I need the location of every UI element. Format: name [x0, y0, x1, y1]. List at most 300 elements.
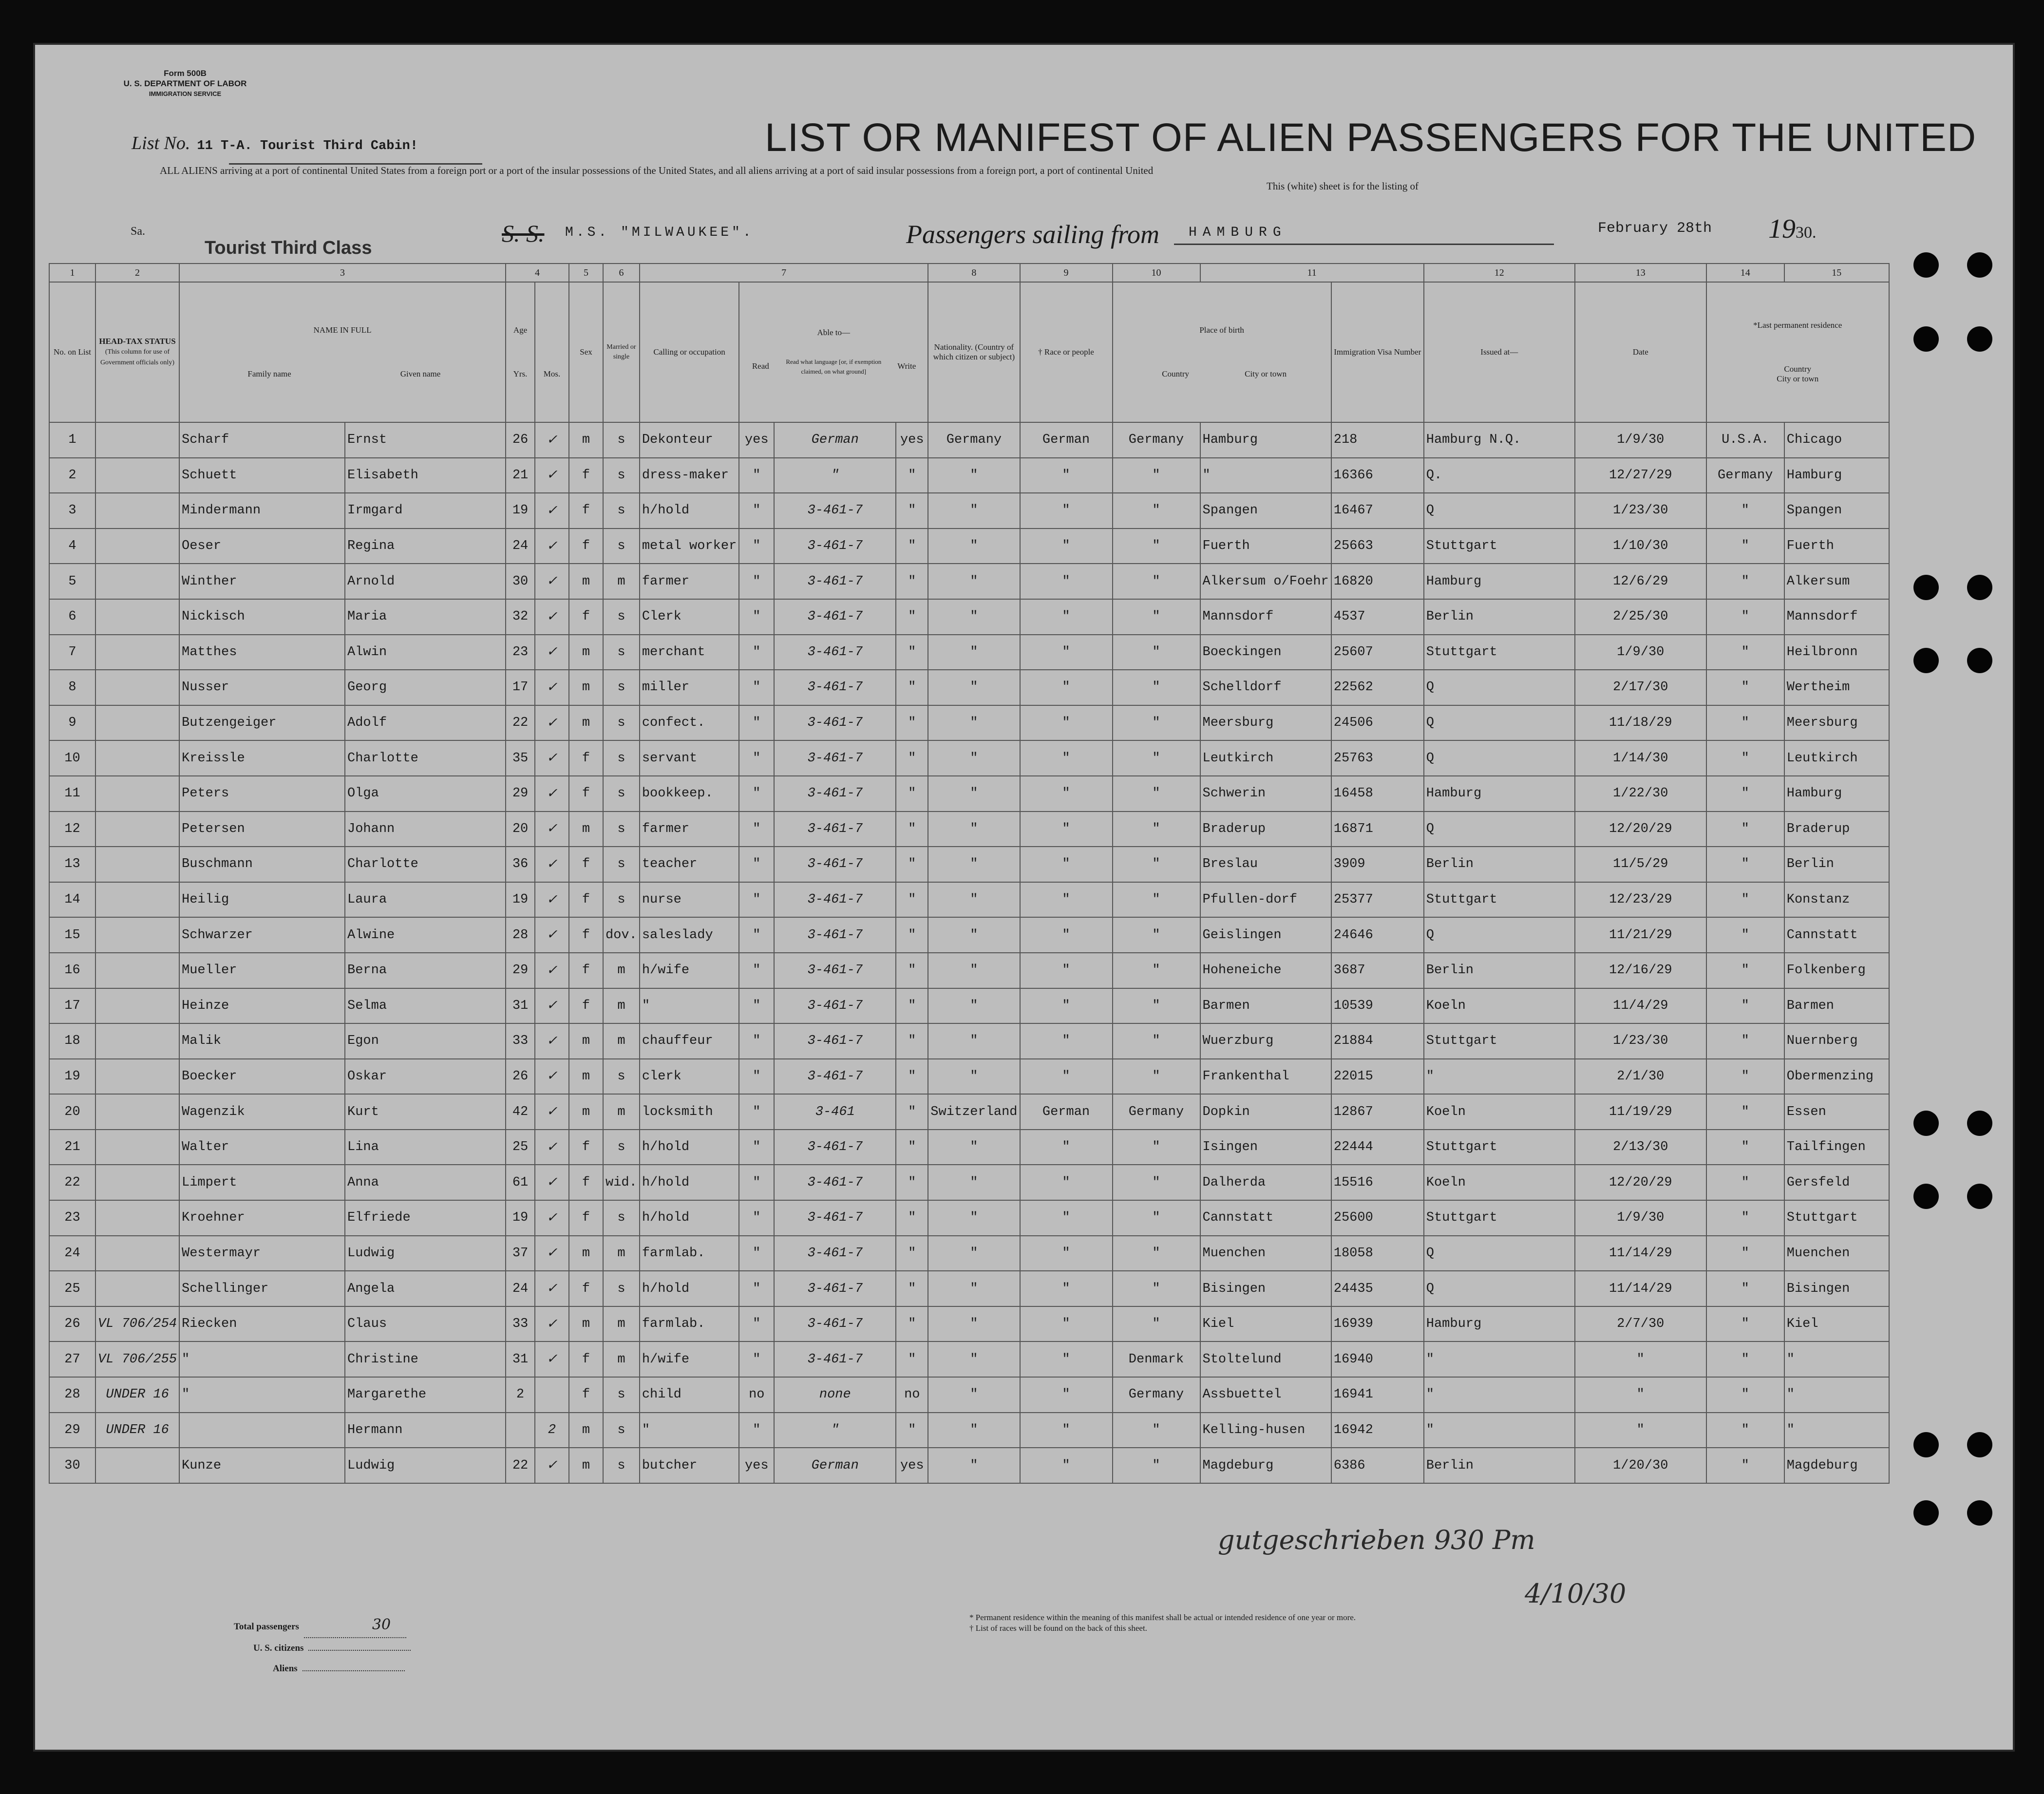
punch-hole — [1913, 252, 1939, 278]
nationality: " — [928, 670, 1020, 705]
nationality: " — [928, 1448, 1020, 1483]
race: " — [1020, 740, 1113, 776]
residence-city: Braderup — [1784, 812, 1889, 847]
residence-country: " — [1706, 1200, 1784, 1236]
family-name: Butzengeiger — [179, 705, 345, 741]
visa-number: 25377 — [1331, 882, 1424, 918]
visa-number: 218 — [1331, 422, 1424, 458]
age-years: 26 — [506, 422, 535, 458]
punch-hole — [1913, 1432, 1939, 1457]
header-head-tax-title: HEAD-TAX STATUS — [99, 337, 176, 346]
residence-city: Bisingen — [1784, 1271, 1889, 1306]
age-months: ✓ — [535, 953, 569, 988]
can-read: " — [739, 812, 774, 847]
can-write: " — [896, 1023, 928, 1059]
birth-country: " — [1113, 1059, 1200, 1095]
nationality: " — [928, 1377, 1020, 1413]
table-row — [49, 1236, 1889, 1271]
can-write: " — [896, 1059, 928, 1095]
given-name: Angela — [345, 1271, 506, 1306]
header-date: Date — [1575, 282, 1706, 422]
visa-number: 15516 — [1331, 1165, 1424, 1200]
occupation: child — [640, 1377, 739, 1413]
age-years: 22 — [506, 1448, 535, 1483]
birth-city: Kelling-husen — [1200, 1413, 1331, 1448]
head-tax-status — [95, 1023, 179, 1059]
age-months: ✓ — [535, 422, 569, 458]
nationality: " — [928, 917, 1020, 953]
read-language: 3-461-7 — [774, 635, 896, 670]
occupation: merchant — [640, 635, 739, 670]
race: " — [1020, 635, 1113, 670]
visa-number: 25607 — [1331, 635, 1424, 670]
age-years: 31 — [506, 988, 535, 1024]
birth-country: " — [1113, 917, 1200, 953]
family-name: Walter — [179, 1130, 345, 1165]
occupation: " — [640, 1413, 739, 1448]
visa-number: 21884 — [1331, 1023, 1424, 1059]
marital-status: m — [603, 988, 640, 1024]
residence-city: " — [1784, 1341, 1889, 1377]
can-read: " — [739, 599, 774, 635]
subtitle: ALL ALIENS arriving at a port of continental United States from a foreign port or a port of the insular possessions of the United States, and all aliens arriving at a port of said insular possessions from a foreign port, a port of continental United — [160, 165, 1154, 176]
header-given-name: Given name — [400, 369, 441, 378]
residence-country: " — [1706, 599, 1784, 635]
family-name: " — [179, 1341, 345, 1377]
col-num: 1 — [49, 264, 95, 282]
occupation: servant — [640, 740, 739, 776]
handwritten-date: 4/10/30 — [1525, 1578, 1627, 1609]
can-read: " — [739, 1271, 774, 1306]
row-number: 5 — [49, 564, 95, 599]
col-num: 14 — [1706, 264, 1784, 282]
birth-city: Bisingen — [1200, 1271, 1331, 1306]
head-tax-status — [95, 988, 179, 1024]
can-write: " — [896, 705, 928, 741]
race: " — [1020, 1377, 1113, 1413]
occupation: teacher — [640, 847, 739, 882]
family-name: Mindermann — [179, 493, 345, 529]
col-num: 13 — [1575, 264, 1706, 282]
row-number: 11 — [49, 776, 95, 812]
birth-country: Denmark — [1113, 1341, 1200, 1377]
can-read: " — [739, 1306, 774, 1342]
can-read: " — [739, 458, 774, 493]
col-num: 12 — [1424, 264, 1575, 282]
sex: f — [569, 1341, 603, 1377]
visa-number: 22562 — [1331, 670, 1424, 705]
visa-number: 22015 — [1331, 1059, 1424, 1095]
nationality: " — [928, 635, 1020, 670]
total-passengers — [234, 1615, 411, 1638]
visa-date: " — [1575, 1377, 1706, 1413]
read-language: German — [774, 1448, 896, 1483]
issued-at: " — [1424, 1377, 1575, 1413]
can-read: " — [739, 776, 774, 812]
visa-number: 16941 — [1331, 1377, 1424, 1413]
table-row — [49, 705, 1889, 741]
age-months: ✓ — [535, 1306, 569, 1342]
sex: f — [569, 988, 603, 1024]
can-write: " — [896, 529, 928, 564]
occupation: Clerk — [640, 599, 739, 635]
given-name: Kurt — [345, 1094, 506, 1130]
issued-at: Koeln — [1424, 1094, 1575, 1130]
marital-status: m — [603, 953, 640, 988]
header-name-title: NAME IN FULL — [313, 325, 372, 335]
residence-city: Alkersum — [1784, 564, 1889, 599]
row-number: 16 — [49, 953, 95, 988]
age-months: ✓ — [535, 1165, 569, 1200]
visa-date: 12/6/29 — [1575, 564, 1706, 599]
birth-city: Mannsdorf — [1200, 599, 1331, 635]
table-row — [49, 812, 1889, 847]
visa-date: 11/14/29 — [1575, 1271, 1706, 1306]
header-rule — [1174, 244, 1554, 245]
age-years: 30 — [506, 564, 535, 599]
race: " — [1020, 882, 1113, 918]
read-language: 3-461-7 — [774, 599, 896, 635]
race: " — [1020, 1059, 1113, 1095]
can-read: " — [739, 529, 774, 564]
table-row — [49, 847, 1889, 882]
read-language: 3-461-7 — [774, 882, 896, 918]
residence-city: Hamburg — [1784, 458, 1889, 493]
occupation: dress-maker — [640, 458, 739, 493]
visa-number: 16939 — [1331, 1306, 1424, 1342]
age-months: ✓ — [535, 812, 569, 847]
punch-hole — [1913, 326, 1939, 352]
birth-country: " — [1113, 635, 1200, 670]
nationality: " — [928, 1413, 1020, 1448]
nationality: " — [928, 812, 1020, 847]
race: " — [1020, 1341, 1113, 1377]
visa-date: 12/20/29 — [1575, 812, 1706, 847]
read-language: 3-461-7 — [774, 1236, 896, 1271]
given-name: Selma — [345, 988, 506, 1024]
table-row — [49, 740, 1889, 776]
visa-date: " — [1575, 1341, 1706, 1377]
issued-at: Stuttgart — [1424, 1023, 1575, 1059]
given-name: Georg — [345, 670, 506, 705]
visa-number: 16467 — [1331, 493, 1424, 529]
age-years: 25 — [506, 1130, 535, 1165]
nationality: " — [928, 564, 1020, 599]
visa-date: 11/5/29 — [1575, 847, 1706, 882]
given-name: Ludwig — [345, 1236, 506, 1271]
table-row — [49, 917, 1889, 953]
can-write: " — [896, 847, 928, 882]
birth-city: Wuerzburg — [1200, 1023, 1331, 1059]
age-years: 24 — [506, 529, 535, 564]
header-race: † Race or people — [1020, 282, 1113, 422]
family-name: Heinze — [179, 988, 345, 1024]
residence-city: Gersfeld — [1784, 1165, 1889, 1200]
aliens — [234, 1659, 411, 1679]
given-name: Adolf — [345, 705, 506, 741]
age-years: 31 — [506, 1341, 535, 1377]
visa-date: 1/22/30 — [1575, 776, 1706, 812]
can-read: " — [739, 847, 774, 882]
can-read: " — [739, 1059, 774, 1095]
nationality: " — [928, 1130, 1020, 1165]
visa-date: 12/16/29 — [1575, 953, 1706, 988]
table-row — [49, 1023, 1889, 1059]
marital-status: s — [603, 882, 640, 918]
header-head-tax — [95, 282, 179, 422]
given-name: Elfriede — [345, 1200, 506, 1236]
head-tax-status — [95, 564, 179, 599]
departure-port: HAMBURG — [1189, 225, 1287, 240]
residence-country: " — [1706, 740, 1784, 776]
head-tax-status — [95, 493, 179, 529]
sailing-date: February 28th — [1598, 220, 1712, 237]
can-write: " — [896, 1306, 928, 1342]
can-write: " — [896, 740, 928, 776]
birth-country: " — [1113, 670, 1200, 705]
family-name: Nusser — [179, 670, 345, 705]
read-language: 3-461-7 — [774, 740, 896, 776]
family-name: Schwarzer — [179, 917, 345, 953]
visa-number: 6386 — [1331, 1448, 1424, 1483]
table-row — [49, 670, 1889, 705]
residence-country: " — [1706, 1130, 1784, 1165]
nationality: " — [928, 1023, 1020, 1059]
birth-country: " — [1113, 953, 1200, 988]
issued-at: Hamburg — [1424, 564, 1575, 599]
nationality: " — [928, 1306, 1020, 1342]
race: " — [1020, 599, 1113, 635]
issued-at: Stuttgart — [1424, 882, 1575, 918]
marital-status: m — [603, 564, 640, 599]
birth-city: Boeckingen — [1200, 635, 1331, 670]
sex: f — [569, 917, 603, 953]
birth-city: Hamburg — [1200, 422, 1331, 458]
family-name: Limpert — [179, 1165, 345, 1200]
table-row — [49, 882, 1889, 918]
family-name: Scharf — [179, 422, 345, 458]
birth-city: Schwerin — [1200, 776, 1331, 812]
head-tax-status: UNDER 16 — [95, 1377, 179, 1413]
sex: f — [569, 882, 603, 918]
birth-city: Frankenthal — [1200, 1059, 1331, 1095]
marital-status: s — [603, 493, 640, 529]
can-write: " — [896, 493, 928, 529]
residence-country: " — [1706, 953, 1784, 988]
race: " — [1020, 917, 1113, 953]
issued-at: Koeln — [1424, 1165, 1575, 1200]
head-tax-status — [95, 1059, 179, 1095]
residence-country: " — [1706, 1271, 1784, 1306]
age-years: 32 — [506, 599, 535, 635]
age-years: 42 — [506, 1094, 535, 1130]
header-calling: Calling or occupation — [640, 282, 739, 422]
can-write: " — [896, 599, 928, 635]
age-years: 29 — [506, 776, 535, 812]
residence-country: " — [1706, 1236, 1784, 1271]
occupation: h/hold — [640, 493, 739, 529]
race: " — [1020, 1448, 1113, 1483]
occupation: metal worker — [640, 529, 739, 564]
can-write: " — [896, 635, 928, 670]
visa-number: 24646 — [1331, 917, 1424, 953]
header-sex: Sex — [569, 282, 603, 422]
race: " — [1020, 458, 1113, 493]
nationality: " — [928, 529, 1020, 564]
birth-country: " — [1113, 1130, 1200, 1165]
birth-city: Stoltelund — [1200, 1341, 1331, 1377]
us-citizens — [234, 1638, 411, 1659]
col-num: 3 — [179, 264, 506, 282]
can-read: " — [739, 670, 774, 705]
head-tax-status: UNDER 16 — [95, 1413, 179, 1448]
col-num: 11 — [1200, 264, 1424, 282]
header-read-language: Read what language [or, if exemption claimed, on what ground] — [786, 358, 882, 375]
header-yrs: Yrs. — [513, 369, 528, 378]
race: " — [1020, 953, 1113, 988]
residence-city: Konstanz — [1784, 882, 1889, 918]
head-tax-status — [95, 1130, 179, 1165]
birth-city: Spangen — [1200, 493, 1331, 529]
family-name: Petersen — [179, 812, 345, 847]
visa-date: 1/23/30 — [1575, 1023, 1706, 1059]
can-write: " — [896, 776, 928, 812]
marital-status: s — [603, 1448, 640, 1483]
can-read: " — [739, 705, 774, 741]
us-citizens-line — [308, 1650, 411, 1651]
residence-country: U.S.A. — [1706, 422, 1784, 458]
given-name: Lina — [345, 1130, 506, 1165]
table-row — [49, 599, 1889, 635]
occupation: butcher — [640, 1448, 739, 1483]
given-name: Irmgard — [345, 493, 506, 529]
visa-number: 3909 — [1331, 847, 1424, 882]
head-tax-status — [95, 705, 179, 741]
residence-city: Heilbronn — [1784, 635, 1889, 670]
header-head-tax-note: (This column for use of Government officials only) — [100, 348, 175, 366]
head-tax-status — [95, 847, 179, 882]
issued-at: Berlin — [1424, 599, 1575, 635]
sex: f — [569, 493, 603, 529]
residence-city: Nuernberg — [1784, 1023, 1889, 1059]
row-number: 9 — [49, 705, 95, 741]
row-number: 29 — [49, 1413, 95, 1448]
issued-at: Stuttgart — [1424, 529, 1575, 564]
col-num: 8 — [928, 264, 1020, 282]
residence-city: Leutkirch — [1784, 740, 1889, 776]
read-language: " — [774, 458, 896, 493]
col-num: 9 — [1020, 264, 1113, 282]
issued-at: " — [1424, 1059, 1575, 1095]
age-years — [506, 1413, 535, 1448]
col-num: 15 — [1784, 264, 1889, 282]
birth-country: " — [1113, 1200, 1200, 1236]
race: " — [1020, 1200, 1113, 1236]
visa-date: 11/19/29 — [1575, 1094, 1706, 1130]
head-tax-status — [95, 812, 179, 847]
can-write: yes — [896, 1448, 928, 1483]
issued-at: Hamburg — [1424, 1306, 1575, 1342]
age-years: 33 — [506, 1023, 535, 1059]
family-name: Schuett — [179, 458, 345, 493]
table-row — [49, 1130, 1889, 1165]
visa-date: 11/21/29 — [1575, 917, 1706, 953]
can-write: no — [896, 1377, 928, 1413]
race: " — [1020, 776, 1113, 812]
sa-label: Sa. — [131, 225, 145, 238]
family-name: Boecker — [179, 1059, 345, 1095]
age-months: ✓ — [535, 740, 569, 776]
age-years: 2 — [506, 1377, 535, 1413]
nationality: " — [928, 705, 1020, 741]
residence-city: Meersburg — [1784, 705, 1889, 741]
sex: f — [569, 458, 603, 493]
family-name: Kroehner — [179, 1200, 345, 1236]
birth-country: " — [1113, 740, 1200, 776]
row-number: 25 — [49, 1271, 95, 1306]
read-language: 3-461-7 — [774, 1023, 896, 1059]
birth-country: " — [1113, 1023, 1200, 1059]
table-row — [49, 776, 1889, 812]
birth-city: Schelldorf — [1200, 670, 1331, 705]
age-months: ✓ — [535, 493, 569, 529]
marital-status: s — [603, 776, 640, 812]
birth-country: " — [1113, 1165, 1200, 1200]
marital-status: s — [603, 705, 640, 741]
race: " — [1020, 705, 1113, 741]
nationality: " — [928, 1059, 1020, 1095]
punch-hole — [1967, 252, 1992, 278]
residence-city: Folkenberg — [1784, 953, 1889, 988]
visa-number: 22444 — [1331, 1130, 1424, 1165]
header-nationality: Nationality. (Country of which citizen or subject) — [928, 282, 1020, 422]
read-language: 3-461-7 — [774, 953, 896, 988]
issued-at: Q — [1424, 493, 1575, 529]
sex: f — [569, 1130, 603, 1165]
marital-status: s — [603, 740, 640, 776]
residence-country: " — [1706, 1377, 1784, 1413]
visa-date: " — [1575, 1413, 1706, 1448]
nationality: " — [928, 847, 1020, 882]
visa-date: 1/9/30 — [1575, 422, 1706, 458]
residence-country: " — [1706, 635, 1784, 670]
marital-status: s — [603, 1059, 640, 1095]
sex: f — [569, 529, 603, 564]
row-number: 6 — [49, 599, 95, 635]
age-years: 26 — [506, 1059, 535, 1095]
residence-country: " — [1706, 1165, 1784, 1200]
given-name: Charlotte — [345, 847, 506, 882]
visa-number: 16458 — [1331, 776, 1424, 812]
marital-status: dov. — [603, 917, 640, 953]
issued-at: Koeln — [1424, 988, 1575, 1024]
head-tax-status — [95, 953, 179, 988]
can-write: " — [896, 1271, 928, 1306]
table-row — [49, 1200, 1889, 1236]
given-name: Alwine — [345, 917, 506, 953]
head-tax-status — [95, 1200, 179, 1236]
header-residence-title: *Last permanent residence — [1753, 321, 1842, 330]
punch-hole — [1913, 648, 1939, 673]
residence-city: Magdeburg — [1784, 1448, 1889, 1483]
read-language: none — [774, 1377, 896, 1413]
age-years: 21 — [506, 458, 535, 493]
visa-number: 10539 — [1331, 988, 1424, 1024]
race: " — [1020, 1306, 1113, 1342]
birth-city: Magdeburg — [1200, 1448, 1331, 1483]
table-row — [49, 1377, 1889, 1413]
birth-country: Germany — [1113, 422, 1200, 458]
